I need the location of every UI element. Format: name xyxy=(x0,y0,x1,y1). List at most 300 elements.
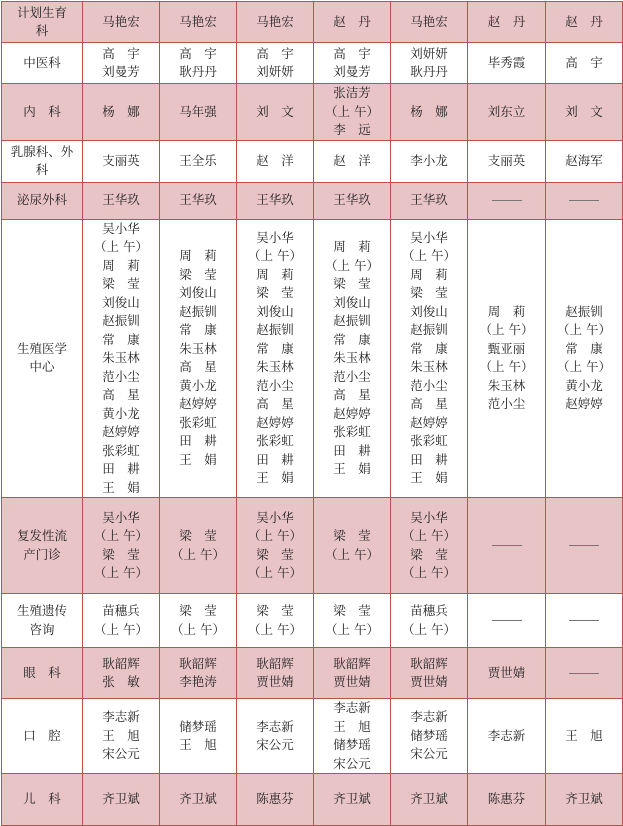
department-cell xyxy=(2,43,83,84)
doctor-entry: 梁 莹 xyxy=(179,528,217,543)
schedule-cell xyxy=(468,140,546,182)
doctor-entry: 高 星 xyxy=(179,359,217,375)
doctor-entry: 高 宇 xyxy=(565,54,603,70)
doctor-entry: 黄小龙 xyxy=(565,377,603,393)
schedule-cell xyxy=(314,594,391,648)
schedule-cell xyxy=(83,699,160,774)
doctor-entry: 齐卫斌 xyxy=(333,791,371,807)
doctor-entry: 田 耕 xyxy=(256,451,294,467)
doctor-entry: 刘 文 xyxy=(565,103,603,119)
doctor-entry: （上 午） xyxy=(325,257,379,273)
doctor-entry: 张 敏 xyxy=(102,674,140,689)
department-label: 计划生育 xyxy=(16,4,67,20)
doctor-entry: 范小尘 xyxy=(256,377,294,393)
doctor-entry: 耿丹丹 xyxy=(410,64,448,79)
doctor-entry: （上 午） xyxy=(248,565,302,580)
schedule-cell xyxy=(468,498,546,594)
doctor-entry: 赵婷婷 xyxy=(410,414,448,430)
schedule-cell xyxy=(546,219,623,498)
no-schedule-dash xyxy=(569,620,599,621)
doctor-entry: 田 耕 xyxy=(410,451,448,467)
doctor-entry: 马艳宏 xyxy=(256,13,294,29)
schedule-cell xyxy=(83,2,160,43)
schedule-cell xyxy=(237,498,314,594)
doctor-entry: 赵婷婷 xyxy=(256,414,294,430)
doctor-entry: 齐卫斌 xyxy=(565,791,603,807)
schedule-row xyxy=(2,43,623,84)
doctor-entry: 王华玖 xyxy=(256,192,294,208)
schedule-cell xyxy=(546,43,623,84)
doctor-entry: 周 莉 xyxy=(102,257,140,273)
department-cell xyxy=(2,182,83,219)
schedule-cell xyxy=(391,43,468,84)
schedule-table xyxy=(1,1,623,826)
schedule-cell xyxy=(160,140,237,182)
doctor-entry: 王 旭 xyxy=(333,718,371,734)
department-label: 中心 xyxy=(29,359,55,375)
doctor-entry: 贾世婧 xyxy=(333,674,371,689)
doctor-entry: （上 午） xyxy=(479,322,534,338)
doctor-entry: 常 康 xyxy=(256,340,294,356)
schedule-cell xyxy=(468,699,546,774)
schedule-cell xyxy=(314,219,391,498)
doctor-entry: 赵婷婷 xyxy=(102,424,140,439)
doctor-entry: 王 娟 xyxy=(410,470,448,486)
schedule-cell xyxy=(468,648,546,699)
doctor-entry: 梁 莹 xyxy=(179,603,217,618)
schedule-cell xyxy=(314,182,391,219)
department-cell xyxy=(2,498,83,594)
schedule-cell xyxy=(391,84,468,141)
schedule-cell xyxy=(314,774,391,826)
doctor-entry: 耿韶辉 xyxy=(179,655,217,671)
schedule-cell xyxy=(237,594,314,648)
no-schedule-dash xyxy=(569,673,599,674)
schedule-body xyxy=(2,2,623,826)
schedule-cell xyxy=(468,84,546,141)
schedule-cell xyxy=(391,140,468,182)
doctor-entry: （上 午） xyxy=(325,546,379,562)
schedule-cell xyxy=(468,2,546,43)
doctor-entry: 李 远 xyxy=(333,122,371,137)
schedule-cell xyxy=(546,648,623,699)
doctor-entry: 刘俊山 xyxy=(256,303,294,319)
doctor-entry: 刘俊山 xyxy=(179,285,217,301)
doctor-entry: 刘 文 xyxy=(256,103,294,119)
department-label: 科 xyxy=(35,23,49,38)
doctor-entry: 朱玉林 xyxy=(487,377,526,393)
doctor-entry: 李艳涛 xyxy=(179,674,217,689)
doctor-entry: 王 娟 xyxy=(179,451,217,467)
schedule-cell xyxy=(160,2,237,43)
doctor-entry: 赵婷婷 xyxy=(179,396,217,412)
schedule-cell xyxy=(546,140,623,182)
doctor-entry: 耿韶辉 xyxy=(333,655,371,671)
doctor-entry: 高 星 xyxy=(410,396,448,412)
doctor-entry: 张彩虹 xyxy=(333,424,371,439)
schedule-row xyxy=(2,648,623,699)
schedule-cell xyxy=(546,2,623,43)
schedule-cell xyxy=(83,182,160,219)
doctor-entry: 支丽英 xyxy=(487,152,526,168)
doctor-entry: 李小龙 xyxy=(410,152,448,168)
schedule-cell xyxy=(237,699,314,774)
doctor-entry: 田 耕 xyxy=(102,461,140,476)
department-cell xyxy=(2,648,83,699)
schedule-cell xyxy=(237,2,314,43)
doctor-entry: 赵 丹 xyxy=(565,13,603,29)
doctor-entry: 杨 娜 xyxy=(410,103,448,119)
doctor-entry: （上 午） xyxy=(171,621,225,637)
schedule-cell xyxy=(546,774,623,826)
doctor-entry: 常 康 xyxy=(565,340,603,356)
schedule-cell xyxy=(83,84,160,141)
department-label: 复发性流 xyxy=(16,528,67,543)
department-label: 科 xyxy=(35,162,49,177)
department-label: 泌尿外科 xyxy=(16,192,67,208)
doctor-entry: 赵振钏 xyxy=(333,313,371,328)
schedule-cell xyxy=(237,219,314,498)
doctor-entry: 周 莉 xyxy=(256,266,294,282)
department-label: 生殖遗传 xyxy=(16,603,67,618)
doctor-entry: 田 耕 xyxy=(333,442,371,458)
doctor-entry: （上 午） xyxy=(479,359,534,375)
doctor-entry: 王华玖 xyxy=(102,192,140,208)
doctor-entry: 马年强 xyxy=(179,103,217,119)
doctor-entry: 高 宇 xyxy=(256,45,294,61)
doctor-entry: 马艳宏 xyxy=(410,13,448,29)
schedule-cell xyxy=(314,699,391,774)
schedule-row xyxy=(2,2,623,43)
doctor-entry: 赵 丹 xyxy=(487,13,526,29)
doctor-entry: 范小尘 xyxy=(487,396,526,412)
schedule-row xyxy=(2,182,623,219)
schedule-cell xyxy=(546,84,623,141)
schedule-cell xyxy=(160,182,237,219)
doctor-entry: 黄小龙 xyxy=(179,377,217,393)
doctor-entry: 马艳宏 xyxy=(102,13,140,29)
doctor-entry: 赵振钏 xyxy=(565,303,603,319)
doctor-entry: 梁 莹 xyxy=(102,546,140,562)
no-schedule-dash xyxy=(569,545,599,546)
schedule-cell xyxy=(83,140,160,182)
schedule-cell xyxy=(160,699,237,774)
doctor-entry: 黄小龙 xyxy=(102,405,140,421)
doctor-entry: 王 旭 xyxy=(565,727,603,743)
doctor-entry: 朱玉林 xyxy=(256,359,294,375)
schedule-cell xyxy=(237,648,314,699)
schedule-row xyxy=(2,219,623,498)
department-label: 儿 科 xyxy=(23,791,61,807)
doctor-entry: （上 午） xyxy=(325,621,379,637)
doctor-entry: 李志新 xyxy=(487,727,526,743)
schedule-cell xyxy=(237,43,314,84)
doctor-entry: 高 星 xyxy=(256,396,294,412)
doctor-entry: 赵振钏 xyxy=(179,303,217,319)
doctor-entry: 王华玖 xyxy=(333,192,371,208)
doctor-entry: （上 午） xyxy=(248,621,302,637)
doctor-entry: 田 耕 xyxy=(179,433,217,449)
doctor-entry: 刘妍妍 xyxy=(410,45,448,61)
doctor-entry: （上 午） xyxy=(171,546,225,562)
doctor-entry: 朱玉林 xyxy=(333,350,371,365)
doctor-entry: 刘曼芳 xyxy=(102,64,140,79)
doctor-entry: 贾世婧 xyxy=(256,674,294,689)
schedule-row xyxy=(2,498,623,594)
doctor-entry: 赵婷婷 xyxy=(565,396,603,412)
doctor-entry: 张彩虹 xyxy=(179,414,217,430)
department-cell xyxy=(2,84,83,141)
doctor-entry: 高 宇 xyxy=(333,45,371,61)
doctor-entry: 李志新 xyxy=(333,700,371,715)
doctor-entry: 范小尘 xyxy=(410,377,448,393)
doctor-entry: 梁 莹 xyxy=(410,546,448,562)
schedule-row xyxy=(2,594,623,648)
doctor-entry: 李志新 xyxy=(256,718,294,734)
department-label: 口 腔 xyxy=(23,727,61,743)
doctor-entry: 宋公元 xyxy=(102,746,140,762)
doctor-entry: 赵 洋 xyxy=(256,152,294,168)
doctor-entry: 赵振钏 xyxy=(410,322,448,338)
doctor-entry: 吴小华 xyxy=(102,509,140,525)
department-label: 眼 科 xyxy=(23,664,61,680)
schedule-cell xyxy=(160,43,237,84)
department-cell xyxy=(2,594,83,648)
doctor-entry: 苗穗兵 xyxy=(410,603,448,618)
department-cell xyxy=(2,2,83,43)
schedule-cell xyxy=(160,648,237,699)
doctor-entry: 储梦瑶 xyxy=(410,727,448,743)
schedule-cell xyxy=(314,43,391,84)
department-label: 产门诊 xyxy=(23,546,61,562)
schedule-cell xyxy=(546,594,623,648)
doctor-entry: （上 午） xyxy=(94,565,148,580)
schedule-cell xyxy=(546,498,623,594)
doctor-entry: 张彩虹 xyxy=(410,433,448,449)
schedule-cell xyxy=(391,699,468,774)
doctor-entry: 刘俊山 xyxy=(333,294,371,310)
schedule-cell xyxy=(314,648,391,699)
schedule-cell xyxy=(391,182,468,219)
department-label: 内 科 xyxy=(23,103,61,119)
no-schedule-dash xyxy=(492,200,522,201)
schedule-cell xyxy=(314,498,391,594)
doctor-entry: 陈惠芬 xyxy=(487,791,526,807)
doctor-entry: 高 宇 xyxy=(179,45,217,61)
schedule-cell xyxy=(391,219,468,498)
doctor-entry: （上 午） xyxy=(94,528,148,543)
schedule-cell xyxy=(237,140,314,182)
doctor-entry: （上 午） xyxy=(248,248,302,264)
doctor-entry: 王华玖 xyxy=(410,192,448,208)
doctor-entry: 贾世婧 xyxy=(410,674,448,689)
doctor-entry: 王 娟 xyxy=(256,470,294,486)
doctor-entry: 刘东立 xyxy=(487,103,526,119)
schedule-cell xyxy=(160,594,237,648)
department-label: 中医科 xyxy=(23,54,61,70)
doctor-entry: （上 午） xyxy=(402,248,456,264)
schedule-cell xyxy=(83,648,160,699)
doctor-entry: 耿韶辉 xyxy=(102,655,140,671)
doctor-entry: （上 午） xyxy=(248,528,302,543)
doctor-entry: 梁 莹 xyxy=(333,276,371,291)
schedule-cell xyxy=(314,84,391,141)
schedule-cell xyxy=(237,84,314,141)
schedule-cell xyxy=(83,594,160,648)
department-cell xyxy=(2,219,83,498)
doctor-entry: 赵 丹 xyxy=(333,13,371,29)
doctor-entry: 毕秀霞 xyxy=(487,54,526,70)
doctor-entry: 张彩虹 xyxy=(256,433,294,449)
doctor-entry: 甄亚丽 xyxy=(487,340,526,356)
schedule-cell xyxy=(314,140,391,182)
doctor-entry: （上 午） xyxy=(402,565,456,580)
doctor-entry: 梁 莹 xyxy=(256,546,294,562)
doctor-entry: 梁 莹 xyxy=(333,528,371,543)
no-schedule-dash xyxy=(569,200,599,201)
department-label: 咨询 xyxy=(29,621,55,637)
doctor-entry: 耿韶辉 xyxy=(256,655,294,671)
doctor-entry: （上 午） xyxy=(402,621,456,637)
doctor-entry: 吴小华 xyxy=(256,509,294,525)
doctor-entry: 刘曼芳 xyxy=(333,64,371,79)
schedule-cell xyxy=(468,594,546,648)
schedule-cell xyxy=(468,182,546,219)
doctor-entry: （上 午） xyxy=(94,621,148,637)
schedule-cell xyxy=(468,774,546,826)
doctor-entry: 梁 莹 xyxy=(256,285,294,301)
doctor-entry: 刘俊山 xyxy=(410,303,448,319)
department-cell xyxy=(2,699,83,774)
doctor-entry: （上 午） xyxy=(325,103,379,119)
doctor-entry: 王 娟 xyxy=(333,461,371,476)
doctor-entry: 耿丹丹 xyxy=(179,64,217,79)
schedule-cell xyxy=(391,774,468,826)
doctor-entry: 齐卫斌 xyxy=(410,791,448,807)
doctor-entry: 朱玉林 xyxy=(179,340,217,356)
doctor-entry: 张洁芳 xyxy=(333,85,371,100)
schedule-cell xyxy=(391,498,468,594)
doctor-entry: 梁 莹 xyxy=(256,603,294,618)
schedule-cell xyxy=(391,648,468,699)
schedule-cell xyxy=(160,219,237,498)
doctor-entry: 赵振钏 xyxy=(256,322,294,338)
schedule-cell xyxy=(237,182,314,219)
doctor-entry: （上 午） xyxy=(402,528,456,543)
schedule-cell xyxy=(546,699,623,774)
schedule-cell xyxy=(468,219,546,498)
doctor-entry: 高 星 xyxy=(102,387,140,402)
doctor-entry: 吴小华 xyxy=(102,220,140,236)
doctor-entry: 王全乐 xyxy=(179,152,217,168)
department-cell xyxy=(2,140,83,182)
schedule-row xyxy=(2,699,623,774)
doctor-entry: 梁 莹 xyxy=(102,276,140,291)
doctor-entry: 李志新 xyxy=(410,709,448,725)
doctor-entry: 宋公元 xyxy=(410,746,448,762)
schedule-cell xyxy=(83,498,160,594)
no-schedule-dash xyxy=(492,545,522,546)
doctor-entry: 李志新 xyxy=(102,709,140,725)
department-label: 乳腺科、外 xyxy=(10,143,74,159)
doctor-entry: （上 午） xyxy=(557,359,611,375)
doctor-entry: 赵 洋 xyxy=(333,152,371,168)
doctor-entry: 王 娟 xyxy=(102,479,140,495)
department-cell xyxy=(2,774,83,826)
schedule-cell xyxy=(83,219,160,498)
schedule-cell xyxy=(160,84,237,141)
doctor-entry: 宋公元 xyxy=(256,737,294,752)
doctor-entry: 张彩虹 xyxy=(102,442,140,458)
doctor-entry: 朱玉林 xyxy=(410,359,448,375)
doctor-entry: 常 康 xyxy=(179,322,217,338)
doctor-entry: 刘妍妍 xyxy=(256,64,294,79)
doctor-entry: 周 莉 xyxy=(333,239,371,254)
doctor-entry: 储梦瑶 xyxy=(179,718,217,734)
doctor-entry: 高 宇 xyxy=(102,45,140,61)
doctor-entry: 范小尘 xyxy=(333,368,371,384)
doctor-entry: 支丽英 xyxy=(102,152,140,168)
doctor-entry: 马艳宏 xyxy=(179,13,217,29)
schedule-cell xyxy=(468,43,546,84)
schedule-cell xyxy=(83,43,160,84)
doctor-entry: （上 午） xyxy=(557,322,611,338)
doctor-entry: 赵振钏 xyxy=(102,313,140,328)
doctor-entry: 周 莉 xyxy=(487,303,526,319)
doctor-entry: 高 星 xyxy=(333,387,371,402)
doctor-entry: 梁 莹 xyxy=(179,266,217,282)
doctor-entry: 赵海军 xyxy=(565,152,603,168)
doctor-entry: 赵婷婷 xyxy=(333,405,371,421)
doctor-entry: 吴小华 xyxy=(256,229,294,245)
doctor-entry: 耿韶辉 xyxy=(410,655,448,671)
schedule-cell xyxy=(160,774,237,826)
doctor-entry: 苗穗兵 xyxy=(102,603,140,618)
doctor-entry: 常 康 xyxy=(410,340,448,356)
doctor-entry: 吴小华 xyxy=(410,509,448,525)
schedule-cell xyxy=(237,774,314,826)
doctor-entry: 吴小华 xyxy=(410,229,448,245)
schedule-row xyxy=(2,774,623,826)
schedule-row xyxy=(2,84,623,141)
doctor-entry: 陈惠芬 xyxy=(256,791,294,807)
doctor-entry: 王华玖 xyxy=(179,192,217,208)
department-label: 生殖医学 xyxy=(16,340,67,356)
doctor-entry: 杨 娜 xyxy=(102,103,140,119)
schedule-cell xyxy=(391,2,468,43)
doctor-entry: （上 午） xyxy=(94,239,148,254)
doctor-entry: 常 康 xyxy=(102,331,140,347)
doctor-entry: 梁 莹 xyxy=(333,603,371,618)
doctor-entry: 王 旭 xyxy=(102,727,140,743)
schedule-cell xyxy=(546,182,623,219)
no-schedule-dash xyxy=(492,620,522,621)
doctor-entry: 梁 莹 xyxy=(410,285,448,301)
schedule-cell xyxy=(160,498,237,594)
doctor-entry: 朱玉林 xyxy=(102,350,140,365)
schedule-cell xyxy=(391,594,468,648)
doctor-entry: 刘俊山 xyxy=(102,294,140,310)
doctor-entry: 常 康 xyxy=(333,331,371,347)
doctor-entry: 范小尘 xyxy=(102,368,140,384)
doctor-entry: 宋公元 xyxy=(333,755,371,771)
doctor-entry: 储梦瑶 xyxy=(333,737,371,752)
schedule-cell xyxy=(314,2,391,43)
schedule-row xyxy=(2,140,623,182)
doctor-entry: 周 莉 xyxy=(410,266,448,282)
doctor-entry: 贾世婧 xyxy=(487,664,526,680)
schedule-cell xyxy=(83,774,160,826)
